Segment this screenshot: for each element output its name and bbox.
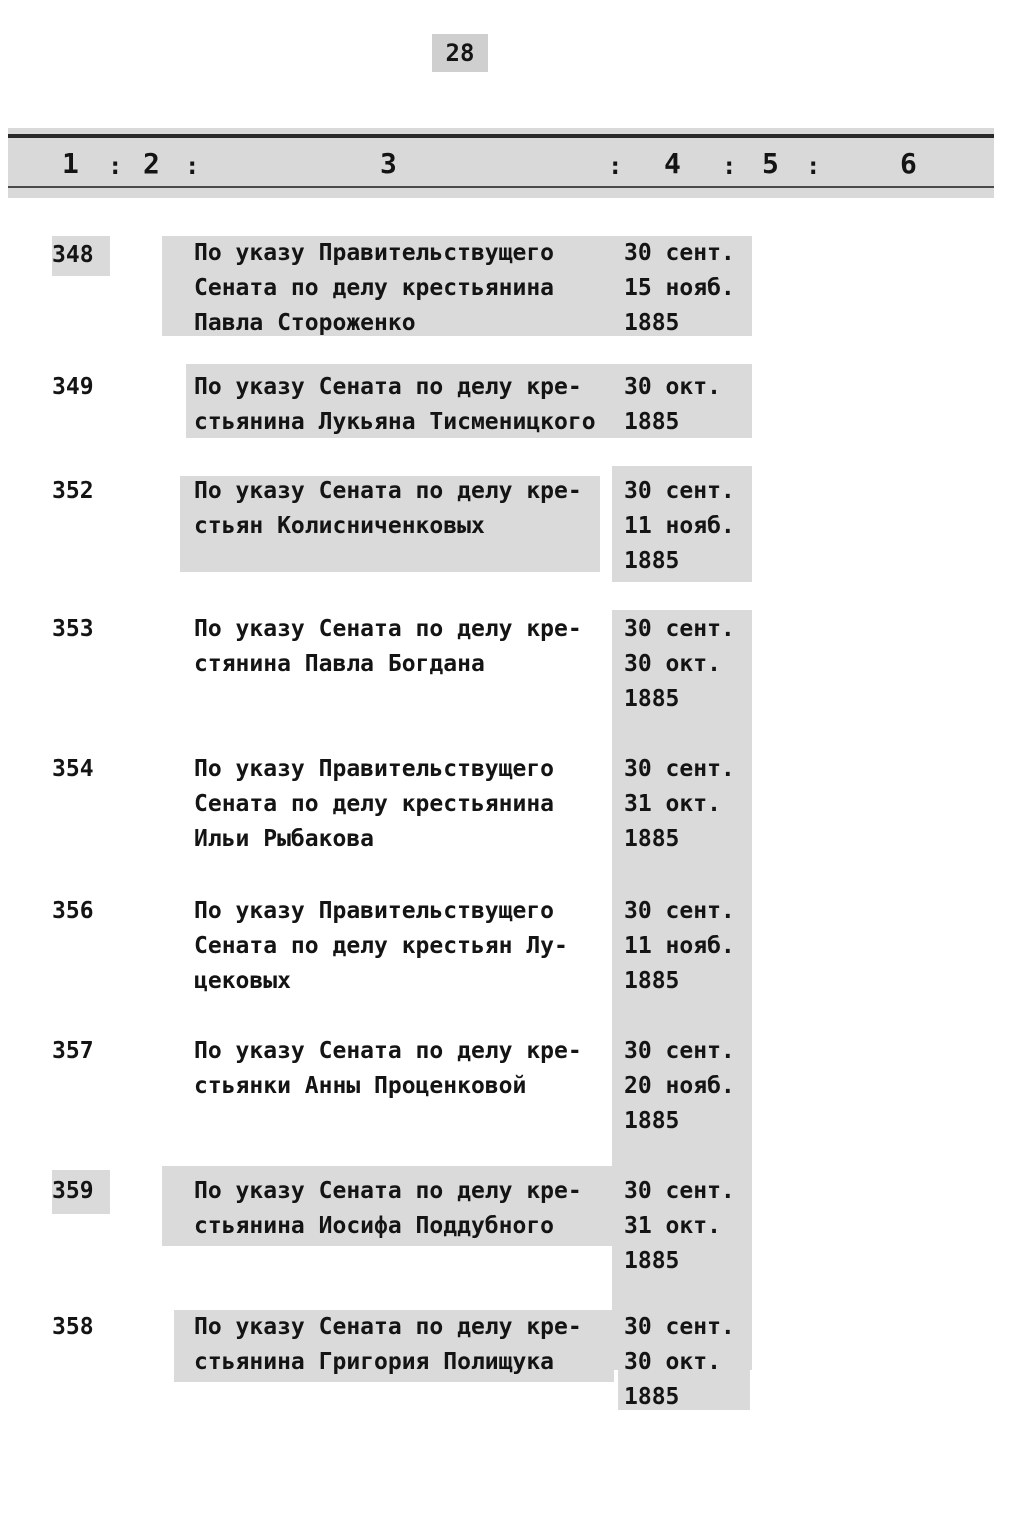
entry-date: 30 сент. 30 окт. 1885	[624, 616, 735, 712]
entry-date: 30 сент. 31 окт. 1885	[624, 756, 735, 852]
column-separator: :	[185, 152, 200, 180]
entry-date: 30 сент. 15 нояб. 1885	[624, 240, 735, 336]
entry-date: 30 сент. 11 нояб. 1885	[624, 478, 735, 574]
entry-number: 352	[52, 478, 94, 504]
entry-description: По указу Сената по делу кре- стьянина Лукьяна Тисменицкого	[194, 374, 596, 435]
entry-description: По указу Сената по делу кре- стьянина Григория Полищука	[194, 1314, 582, 1375]
entry-number: 353	[52, 616, 94, 642]
column-separator: :	[608, 152, 623, 180]
column-separator: :	[108, 152, 123, 180]
entry-description: По указу Сената по делу кре- стьян Колисниченковых	[194, 478, 582, 539]
entry-date: 30 сент. 30 окт. 1885	[624, 1314, 735, 1410]
column-header-3: 3	[380, 147, 397, 180]
entry-date: 30 сент. 31 окт. 1885	[624, 1178, 735, 1274]
column-separator: :	[806, 152, 821, 180]
entry-description: По указу Сената по делу кре- стьянина Иосифа Поддубного	[194, 1178, 582, 1239]
entry-date: 30 сент. 11 нояб. 1885	[624, 898, 735, 994]
entry-description: По указу Правительствущего Сената по делу крестьян Лу- цековых	[194, 898, 568, 994]
column-header-6: 6	[900, 147, 917, 180]
column-header-5: 5	[762, 147, 779, 180]
column-header-2: 2	[143, 147, 160, 180]
entry-number: 354	[52, 756, 94, 782]
entry-description: По указу Сената по делу кре- стьянки Анны Проценковой	[194, 1038, 582, 1099]
entry-number: 359	[52, 1178, 94, 1204]
column-header-1: 1	[62, 147, 79, 180]
entry-description: По указу Сената по делу кре- стянина Павла Богдана	[194, 616, 582, 677]
entry-number: 349	[52, 374, 94, 400]
entry-date: 30 сент. 20 нояб. 1885	[624, 1038, 735, 1134]
page-number: 28	[432, 34, 488, 72]
entry-description: По указу Правительствущего Сената по делу крестьянина Павла Стороженко	[194, 240, 555, 336]
entry-number: 348	[52, 242, 94, 268]
column-header-4: 4	[664, 147, 681, 180]
entry-number: 357	[52, 1038, 94, 1064]
entry-date: 30 окт. 1885	[624, 374, 721, 435]
entry-description: По указу Правительствущего Сената по делу крестьянина Ильи Рыбакова	[194, 756, 555, 852]
entry-number: 356	[52, 898, 94, 924]
entry-number: 358	[52, 1314, 94, 1340]
column-separator: :	[722, 152, 737, 180]
